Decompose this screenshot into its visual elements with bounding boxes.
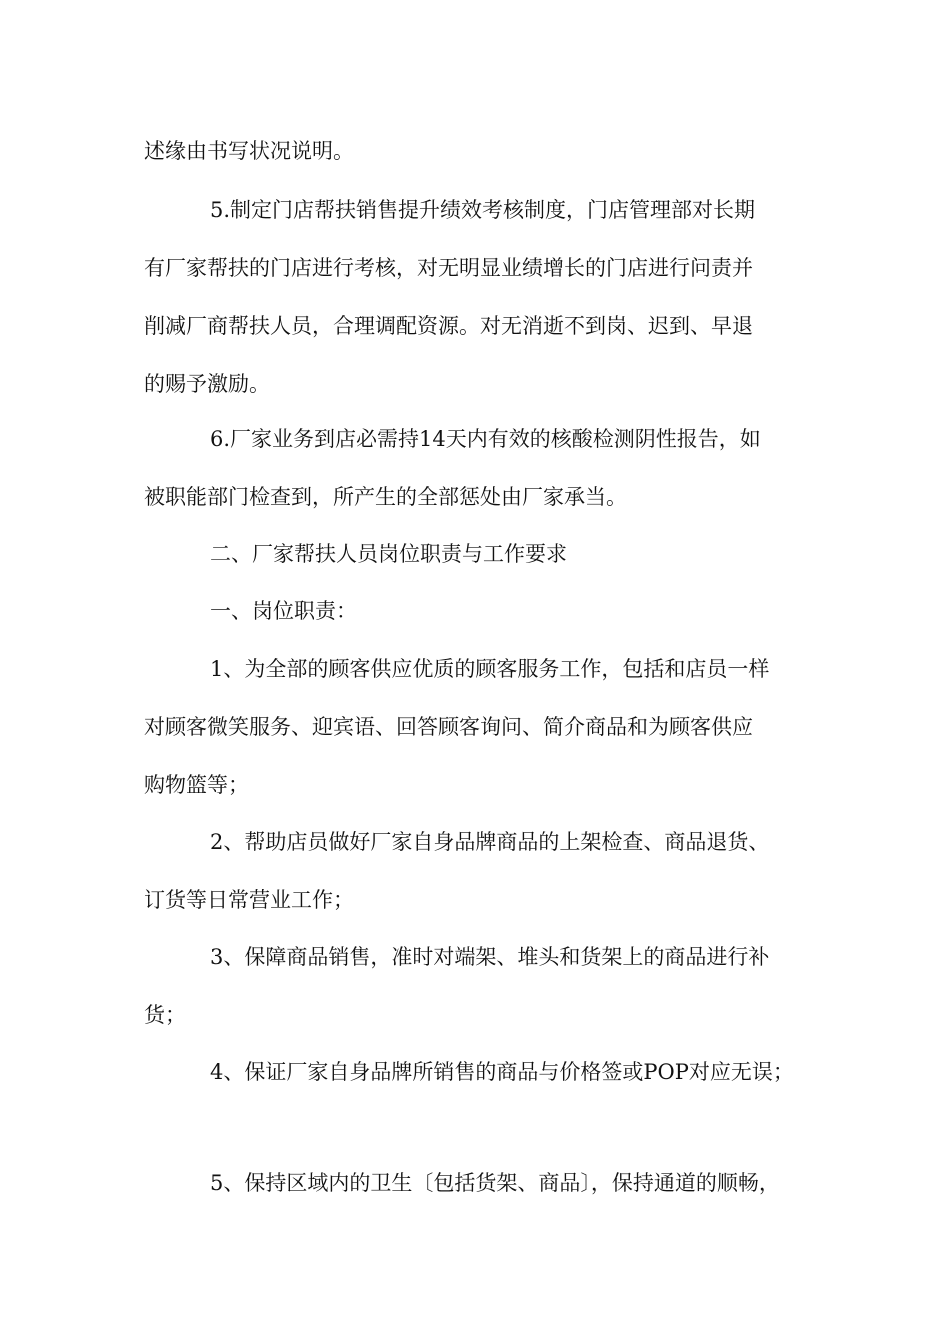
text-line: 的赐予激励。 <box>144 372 270 396</box>
text-line: 有厂家帮扶的门店进行考核，对无明显业绩增长的门店进行问责并 <box>144 256 753 280</box>
text-line: 削减厂商帮扶人员，合理调配资源。对无消逝不到岗、迟到、早退 <box>144 314 753 338</box>
section-heading: 二、厂家帮扶人员岗位职责与工作要求 <box>210 542 567 566</box>
text-line: 货； <box>144 1003 186 1027</box>
text-line: 述缘由书写状况说明。 <box>144 139 354 163</box>
text-line: 被职能部门检查到，所产生的全部惩处由厂家承当。 <box>144 485 627 509</box>
text-line: 3、保障商品销售，准时对端架、堆头和货架上的商品进行补 <box>210 945 770 969</box>
text-line: 5、保持区域内的卫生〔包括货架、商品〕，保持通道的顺畅， <box>210 1171 780 1195</box>
text-line: 2、帮助店员做好厂家自身品牌商品的上架检查、商品退货、 <box>210 830 770 854</box>
text-line: 6.厂家业务到店必需持14天内有效的核酸检测阴性报告，如 <box>210 427 761 451</box>
text-line: 购物篮等； <box>144 773 249 797</box>
text-line: 订货等日常营业工作； <box>144 888 354 912</box>
text-line: 4、保证厂家自身品牌所销售的商品与价格签或POP对应无误； <box>210 1060 794 1084</box>
text-line: 5.制定门店帮扶销售提升绩效考核制度，门店管理部对长期 <box>210 198 756 222</box>
subsection-heading: 一、岗位职责： <box>210 599 357 623</box>
text-line: 对顾客微笑服务、迎宾语、回答顾客询问、简介商品和为顾客供应 <box>144 715 753 739</box>
text-line: 1、为全部的顾客供应优质的顾客服务工作，包括和店员一样 <box>210 657 770 681</box>
